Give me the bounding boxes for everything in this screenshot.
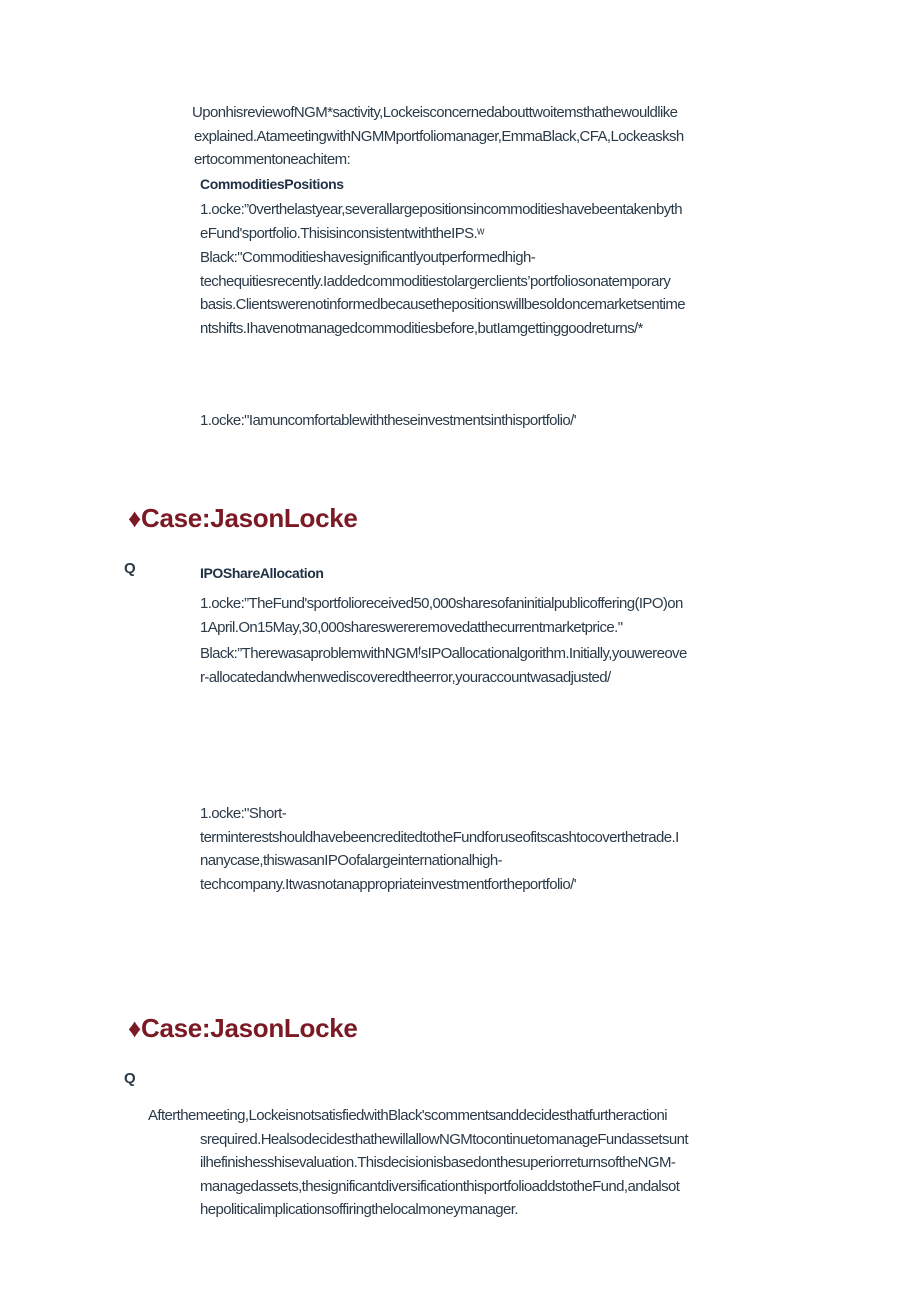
text-line: 1.ocke:”TheFund'sportfolioreceived50,000sharesofaninitialpublicoffering(IPO)on xyxy=(200,595,683,612)
intro-line: ertocommentoneachitem: xyxy=(194,151,351,168)
question-marker: Q xyxy=(124,1070,136,1087)
after-meeting-paragraph xyxy=(148,1104,688,1222)
commodities-locke-reply xyxy=(200,409,576,433)
ipo-locke-statement xyxy=(200,592,683,639)
ipo-locke-reply xyxy=(200,802,679,896)
text-line: r-allocatedandwhenwediscoveredtheerror,youraccountwasadjusted/ xyxy=(200,668,611,686)
intro-line: UponhisreviewofNGM*sactivity,Lockeisconcernedabouttwoitemsthathewouldlike xyxy=(192,104,678,121)
text-line: ntshifts.Ihavenotmanagedcommoditiesbefore,butIamgettinggoodreturns/* xyxy=(200,319,643,337)
text-line: techcompany.Itwasnotanappropriateinvestmentfortheportfolio/' xyxy=(200,875,576,893)
text-line: Black:"Commoditieshavesignificantlyoutperformedhigh- xyxy=(200,249,536,266)
text-line: basis.Clientswerenotinformedbecausethepositionswillbesoldoncemarketsentime xyxy=(200,296,686,313)
text-line: 1.ocke:"Iamuncomfortablewiththeseinvestmentsinthisportfolio/' xyxy=(200,412,576,429)
text-line: 1April.On15May,30,000shareswereremovedatthecurrentmarketprice." xyxy=(200,618,623,636)
commodities-black-response xyxy=(200,246,685,340)
commodities-locke-statement xyxy=(200,198,682,245)
intro-line: explained.AtameetingwithNGMMportfoliomanager,EmmaBlack,CFA,Lockeasksh xyxy=(194,127,684,145)
commodities-heading: CommoditiesPositions xyxy=(200,176,344,192)
text-line: techequitiesrecently.Iaddedcommoditiestolargerclients’portfoliosonatemporary xyxy=(200,272,671,290)
text-line: managedassets,thesignificantdiversificationthisportfolioaddstotheFund,andalsot xyxy=(200,1177,680,1195)
text-line: srequired.HealsodecidesthathewillallowNGMtocontinuetomanageFundassetsunt xyxy=(200,1130,688,1148)
text-line: nanycase,thiswasanIPOofalargeinternationalhigh- xyxy=(200,852,503,869)
case-title: ♦Case:JasonLocke xyxy=(128,503,358,533)
text-line: ilhefinishesshisevaluation.ThisdecisionisbasedonthesuperiorreturnsoftheNGM- xyxy=(200,1154,676,1171)
intro-paragraph xyxy=(192,101,684,172)
ipo-black-response xyxy=(200,642,687,689)
case-title: ♦Case:JasonLocke xyxy=(128,1013,358,1043)
text-line: Afterthemeeting,LockeisnotsatisfiedwithBlack'scommentsanddecidesthatfurtheractioni xyxy=(148,1107,667,1124)
text-line: terminterestshouldhavebeencreditedtotheFundforuseofitscashtocoverthetrade.I xyxy=(200,828,679,846)
text-line: eFund'sportfolio.ThisisinconsistentwiththeIPS.ʷ xyxy=(200,224,484,242)
text-line: 1.ocke:”0verthelastyear,severallargepositionsincommoditieshavebeentakenbyth xyxy=(200,201,682,218)
text-line: hepoliticalimplicationsoffiringthelocalmoneymanager. xyxy=(200,1201,518,1218)
ipo-heading: IPOShareAllocation xyxy=(200,565,324,581)
text-line: 1.ocke:"Short- xyxy=(200,805,287,822)
text-line: Black:”TherewasaproblemwithNGMᶠsIPOallocationalgorithm.Initially,youwereove xyxy=(200,645,687,662)
question-marker: Q xyxy=(124,560,136,577)
